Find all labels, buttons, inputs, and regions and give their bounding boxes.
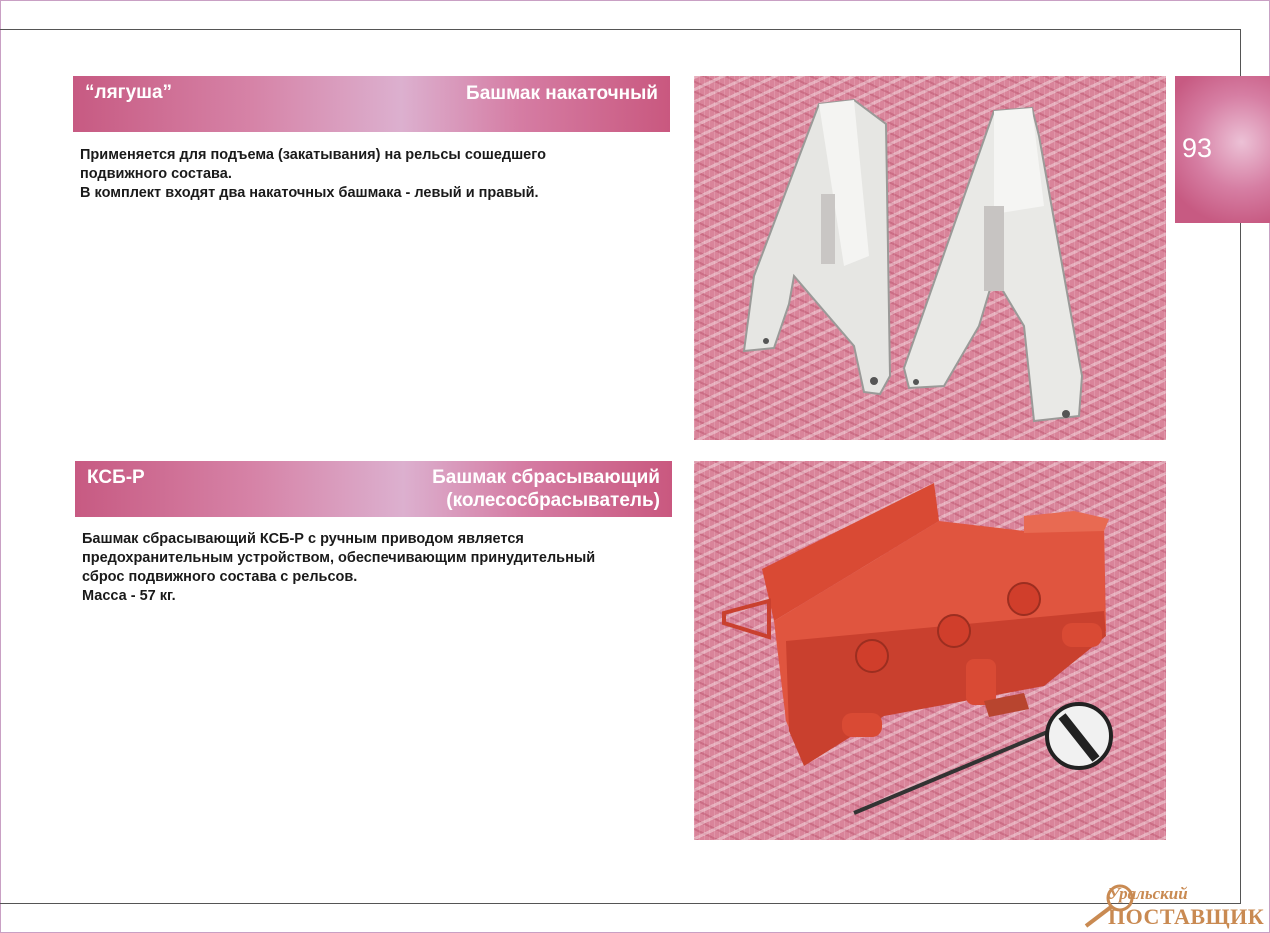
- derailer-device-illustration: [694, 461, 1166, 840]
- section-code-label: КСБ-Р: [87, 467, 145, 488]
- section-title: [432, 466, 660, 512]
- left-rerailer-shoe: [744, 100, 890, 394]
- description-line: В комплект входят два накаточных башмака - левый и правый.: [80, 185, 539, 201]
- logo-line-top: Уральский: [1108, 884, 1188, 903]
- section-code-label: “лягуша”: [85, 82, 173, 103]
- section-title-line: (колесосбрасыватель): [446, 490, 660, 511]
- rerailer-shoes-illustration: [694, 76, 1166, 440]
- description-line: предохранительным устройством, обеспечивающим принудительный: [82, 550, 596, 566]
- section-header-derailer: [75, 461, 672, 517]
- page-number: 93: [1182, 133, 1213, 163]
- derailer-photo: [694, 461, 1166, 840]
- rerailer-photo: [694, 76, 1166, 440]
- description-line: Применяется для подъема (закатывания) на рельсы сошедшего: [80, 147, 546, 163]
- description-line: Масса - 57 кг.: [82, 588, 176, 604]
- logo-line-bottom: ПОСТАВЩИК: [1108, 904, 1265, 929]
- section-title-line: Башмак накаточный: [466, 83, 658, 104]
- section-description-derailer: [82, 530, 674, 606]
- company-logo: [1080, 880, 1270, 932]
- section-title: [466, 82, 658, 105]
- description-line: сброс подвижного состава с рельсов.: [82, 569, 358, 585]
- right-rerailer-shoe: [904, 108, 1082, 421]
- derailer-handle: [854, 704, 1111, 813]
- description-line: подвижного состава.: [80, 166, 232, 182]
- section-title-line: Башмак сбрасывающий: [432, 467, 660, 488]
- section-description-rerailer: [80, 146, 670, 203]
- page-number-tab: [1175, 76, 1270, 223]
- section-header-rerailer: [73, 76, 670, 132]
- description-line: Башмак сбрасывающий КСБ-Р с ручным приводом является: [82, 531, 524, 547]
